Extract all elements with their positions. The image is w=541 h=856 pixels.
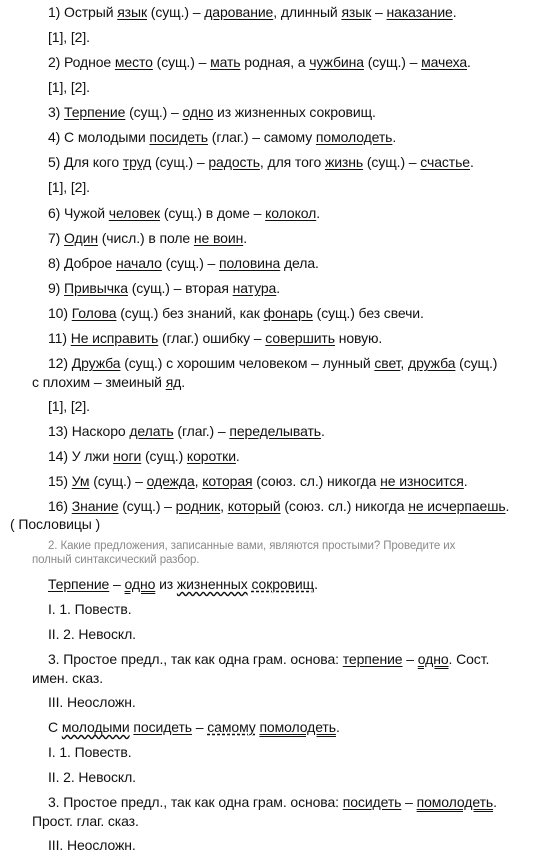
- underlined-word: фонарь: [263, 305, 313, 321]
- text-line: [48, 104, 376, 120]
- text-segment: I. 1. Повеств.: [48, 744, 132, 760]
- text-segment: [1], [2].: [48, 179, 90, 195]
- underlined-word: посидеть: [149, 129, 209, 145]
- text-segment: .: [493, 794, 497, 810]
- text-segment: .: [335, 719, 340, 735]
- text-segment: (сущ.) –: [89, 473, 147, 489]
- underlined-word: ноги: [113, 448, 142, 464]
- text-segment: 10): [48, 305, 72, 321]
- text-line: [48, 54, 471, 70]
- text-line: [48, 794, 497, 810]
- text-segment: .: [467, 54, 471, 70]
- text-segment: 13) Наскоро: [48, 423, 130, 439]
- underlined-word: не исчерпаешь: [408, 498, 506, 514]
- text-segment: 3): [48, 104, 65, 120]
- underlined-word: Не исправить: [70, 330, 159, 346]
- text-segment: III. Неосложн.: [48, 837, 136, 853]
- underlined-word: колокол: [265, 205, 317, 221]
- underlined-word: труд: [122, 154, 152, 170]
- text-line: [32, 670, 103, 686]
- underlined-word: Один: [64, 230, 98, 246]
- text-segment: (глаг.) –: [173, 423, 230, 439]
- text-line: [48, 626, 136, 642]
- text-segment: 3. Простое предл., так как одна грам. основа:: [48, 651, 343, 667]
- underlined-word: переделывать: [229, 423, 321, 439]
- underlined-word: половина: [219, 255, 281, 271]
- underlined-word: посидеть: [342, 794, 402, 810]
- text-segment: . Сост.: [448, 651, 490, 667]
- underlined-word: который: [227, 498, 281, 514]
- underlined-word: яд: [165, 374, 182, 390]
- text-segment: .: [392, 129, 397, 145]
- text-segment: (сущ.) без свечи.: [312, 305, 424, 321]
- text-segment: 12): [48, 355, 72, 371]
- text-segment: .: [463, 473, 468, 489]
- text-segment: Прост. глаг. сказ.: [32, 813, 139, 829]
- text-segment: , для того: [259, 154, 325, 170]
- underlined-word: натура: [232, 280, 277, 296]
- text-line: [48, 719, 340, 735]
- text-segment: 4) С молодыми: [48, 129, 150, 145]
- text-segment: С: [48, 719, 62, 735]
- underlined-word: язык: [341, 4, 372, 20]
- text-segment: 2. Какие предложения, записанные вами, являются простыми? Проведите их: [48, 540, 456, 552]
- text-segment: (числ.) в поле: [97, 230, 194, 246]
- text-line: [48, 837, 136, 853]
- text-segment: (сущ.) –: [363, 154, 421, 170]
- text-segment: дела.: [280, 255, 319, 271]
- text-segment: .: [470, 154, 474, 170]
- underlined-word: посидеть: [133, 719, 192, 735]
- text-line: [48, 498, 509, 514]
- underlined-word: жизнь: [324, 154, 364, 170]
- text-segment: (сущ.) –: [151, 154, 209, 170]
- text-line: [48, 601, 132, 617]
- text-segment: .: [314, 576, 318, 592]
- text-segment: 8) Доброе: [48, 255, 117, 271]
- text-line: [48, 255, 319, 271]
- text-line: [48, 129, 396, 145]
- underlined-word: Привычка: [64, 280, 128, 296]
- text-segment: с плохим – змеиный: [32, 374, 166, 390]
- text-line: [32, 374, 185, 390]
- text-segment: (сущ.) – вторая: [127, 280, 233, 296]
- text-segment: ( Пословицы ): [10, 516, 101, 532]
- underlined-word: Дружба: [71, 355, 121, 371]
- underlined-word: сокровищ: [251, 576, 315, 592]
- text-segment: ,: [400, 355, 409, 371]
- text-line: [48, 448, 240, 464]
- text-segment: .: [320, 423, 325, 439]
- underlined-word: мачеха: [421, 54, 468, 70]
- task-prompt-line: [32, 553, 199, 567]
- text-line: [48, 230, 247, 246]
- text-segment: 9): [48, 280, 65, 296]
- underlined-word: свет: [374, 355, 401, 371]
- text-segment: .: [316, 205, 321, 221]
- underlined-word: родник: [175, 498, 221, 514]
- underlined-word: помолодеть: [416, 794, 494, 810]
- text-segment: (союз. сл.) никогда: [280, 498, 409, 514]
- underlined-word: совершить: [265, 330, 335, 346]
- text-segment: (глаг.) – самому: [208, 129, 316, 145]
- text-segment: II. 2. Невоскл.: [48, 769, 136, 785]
- text-line: [48, 694, 136, 710]
- text-line: [48, 154, 474, 170]
- text-segment: 7): [48, 230, 65, 246]
- text-segment: 11): [48, 330, 71, 346]
- text-segment: (сущ.): [141, 448, 187, 464]
- underlined-word: не износится: [380, 473, 464, 489]
- text-segment: 2) Родное: [48, 54, 115, 70]
- text-segment: из жизненных сокровищ.: [213, 104, 376, 120]
- underlined-word: делать: [129, 423, 174, 439]
- text-segment: (союз. сл.) никогда: [252, 473, 381, 489]
- underlined-word: жизненных: [176, 576, 248, 592]
- text-segment: 6) Чужой: [48, 205, 109, 221]
- text-line: [48, 4, 457, 20]
- text-segment: 3. Простое предл., так как одна грам. основа:: [48, 794, 343, 810]
- underlined-word: начало: [116, 255, 162, 271]
- text-segment: (сущ.) –: [147, 4, 205, 20]
- text-line: [48, 423, 325, 439]
- text-segment: –: [109, 576, 125, 592]
- text-segment: имен. сказ.: [32, 670, 104, 686]
- underlined-word: наказание: [386, 4, 453, 20]
- text-segment: [1], [2].: [48, 29, 90, 45]
- underlined-word: помолодеть: [315, 129, 393, 145]
- text-segment: новую.: [334, 330, 383, 346]
- underlined-word: терпение: [342, 651, 403, 667]
- text-segment: .: [276, 280, 281, 296]
- text-segment: .: [235, 448, 240, 464]
- text-segment: .: [181, 374, 186, 390]
- text-segment: (сущ.) –: [125, 104, 183, 120]
- text-segment: (сущ.): [455, 355, 498, 371]
- text-segment: (сущ.) –: [152, 54, 211, 70]
- text-line: [48, 398, 90, 414]
- underlined-word: одежда: [146, 473, 195, 489]
- text-line: [48, 79, 90, 95]
- text-line: [48, 744, 132, 760]
- text-segment: .: [243, 230, 247, 246]
- underlined-word: Терпение: [64, 104, 126, 120]
- underlined-word: язык: [117, 4, 147, 20]
- text-segment: [1], [2].: [48, 398, 90, 414]
- text-line: [48, 205, 320, 221]
- text-segment: 15): [48, 473, 72, 489]
- underlined-word: дарование: [204, 4, 274, 20]
- text-segment: (сущ.) –: [363, 54, 422, 70]
- underlined-word: Знание: [71, 498, 119, 514]
- text-segment: 1) Острый: [48, 4, 118, 20]
- text-segment: 5) Для кого: [48, 154, 123, 170]
- underlined-word: одно: [417, 651, 449, 667]
- text-segment: (сущ.) –: [118, 498, 176, 514]
- underlined-word: одно: [182, 104, 214, 120]
- text-segment: [1], [2].: [48, 79, 90, 95]
- text-segment: , длинный: [273, 4, 342, 20]
- text-segment: (сущ.) –: [161, 255, 220, 271]
- underlined-word: коротки: [186, 448, 236, 464]
- text-segment: 14) У лжи: [48, 448, 114, 464]
- text-segment: –: [402, 651, 418, 667]
- text-segment: .: [452, 4, 457, 20]
- underlined-word: счастье: [420, 154, 470, 170]
- text-segment: ,: [194, 473, 203, 489]
- text-segment: 16): [48, 498, 72, 514]
- text-line: [48, 29, 90, 45]
- text-segment: III. Неосложн.: [48, 694, 136, 710]
- text-line: [48, 280, 280, 296]
- text-line: [48, 305, 424, 321]
- underlined-word: человек: [108, 205, 161, 221]
- text-segment: (сущ.) в доме –: [160, 205, 266, 221]
- text-segment: –: [371, 4, 387, 20]
- text-segment: ,: [220, 498, 228, 514]
- underlined-word: Ум: [71, 473, 90, 489]
- text-segment: из: [155, 576, 177, 592]
- text-line: [48, 179, 90, 195]
- text-line: [32, 813, 139, 829]
- text-line: [48, 769, 136, 785]
- text-segment: –: [192, 719, 208, 735]
- underlined-word: не воин: [193, 230, 244, 246]
- underlined-word: дружба: [408, 355, 456, 371]
- task-prompt-line: [48, 539, 455, 553]
- text-line: [48, 355, 497, 371]
- underlined-word: Голова: [71, 305, 117, 321]
- text-line: [48, 651, 489, 667]
- underlined-word: радость: [208, 154, 260, 170]
- underlined-word: одно: [124, 576, 156, 592]
- text-segment: (глаг.) ошибку –: [158, 330, 266, 346]
- text-segment: родная, а: [240, 54, 310, 70]
- underlined-word: Терпение: [48, 576, 110, 592]
- text-segment: II. 2. Невоскл.: [48, 626, 136, 642]
- text-line: [48, 473, 468, 489]
- underlined-word: которая: [202, 473, 253, 489]
- text-segment: I. 1. Повеств.: [48, 601, 132, 617]
- text-segment: –: [401, 794, 417, 810]
- underlined-word: молодыми: [61, 719, 130, 735]
- text-line: [10, 516, 100, 532]
- underlined-word: помолодеть: [259, 719, 336, 735]
- text-segment: .: [505, 498, 510, 514]
- text-segment: полный синтаксический разбор.: [32, 554, 200, 566]
- text-line: [48, 330, 382, 346]
- underlined-word: чужбина: [309, 54, 364, 70]
- underlined-word: самому: [207, 719, 256, 735]
- text-line: [48, 576, 318, 592]
- underlined-word: место: [114, 54, 153, 70]
- text-segment: (сущ.) с хорошим человеком – лунный: [120, 355, 375, 371]
- underlined-word: мать: [210, 54, 241, 70]
- text-segment: (сущ.) без знаний, как: [116, 305, 264, 321]
